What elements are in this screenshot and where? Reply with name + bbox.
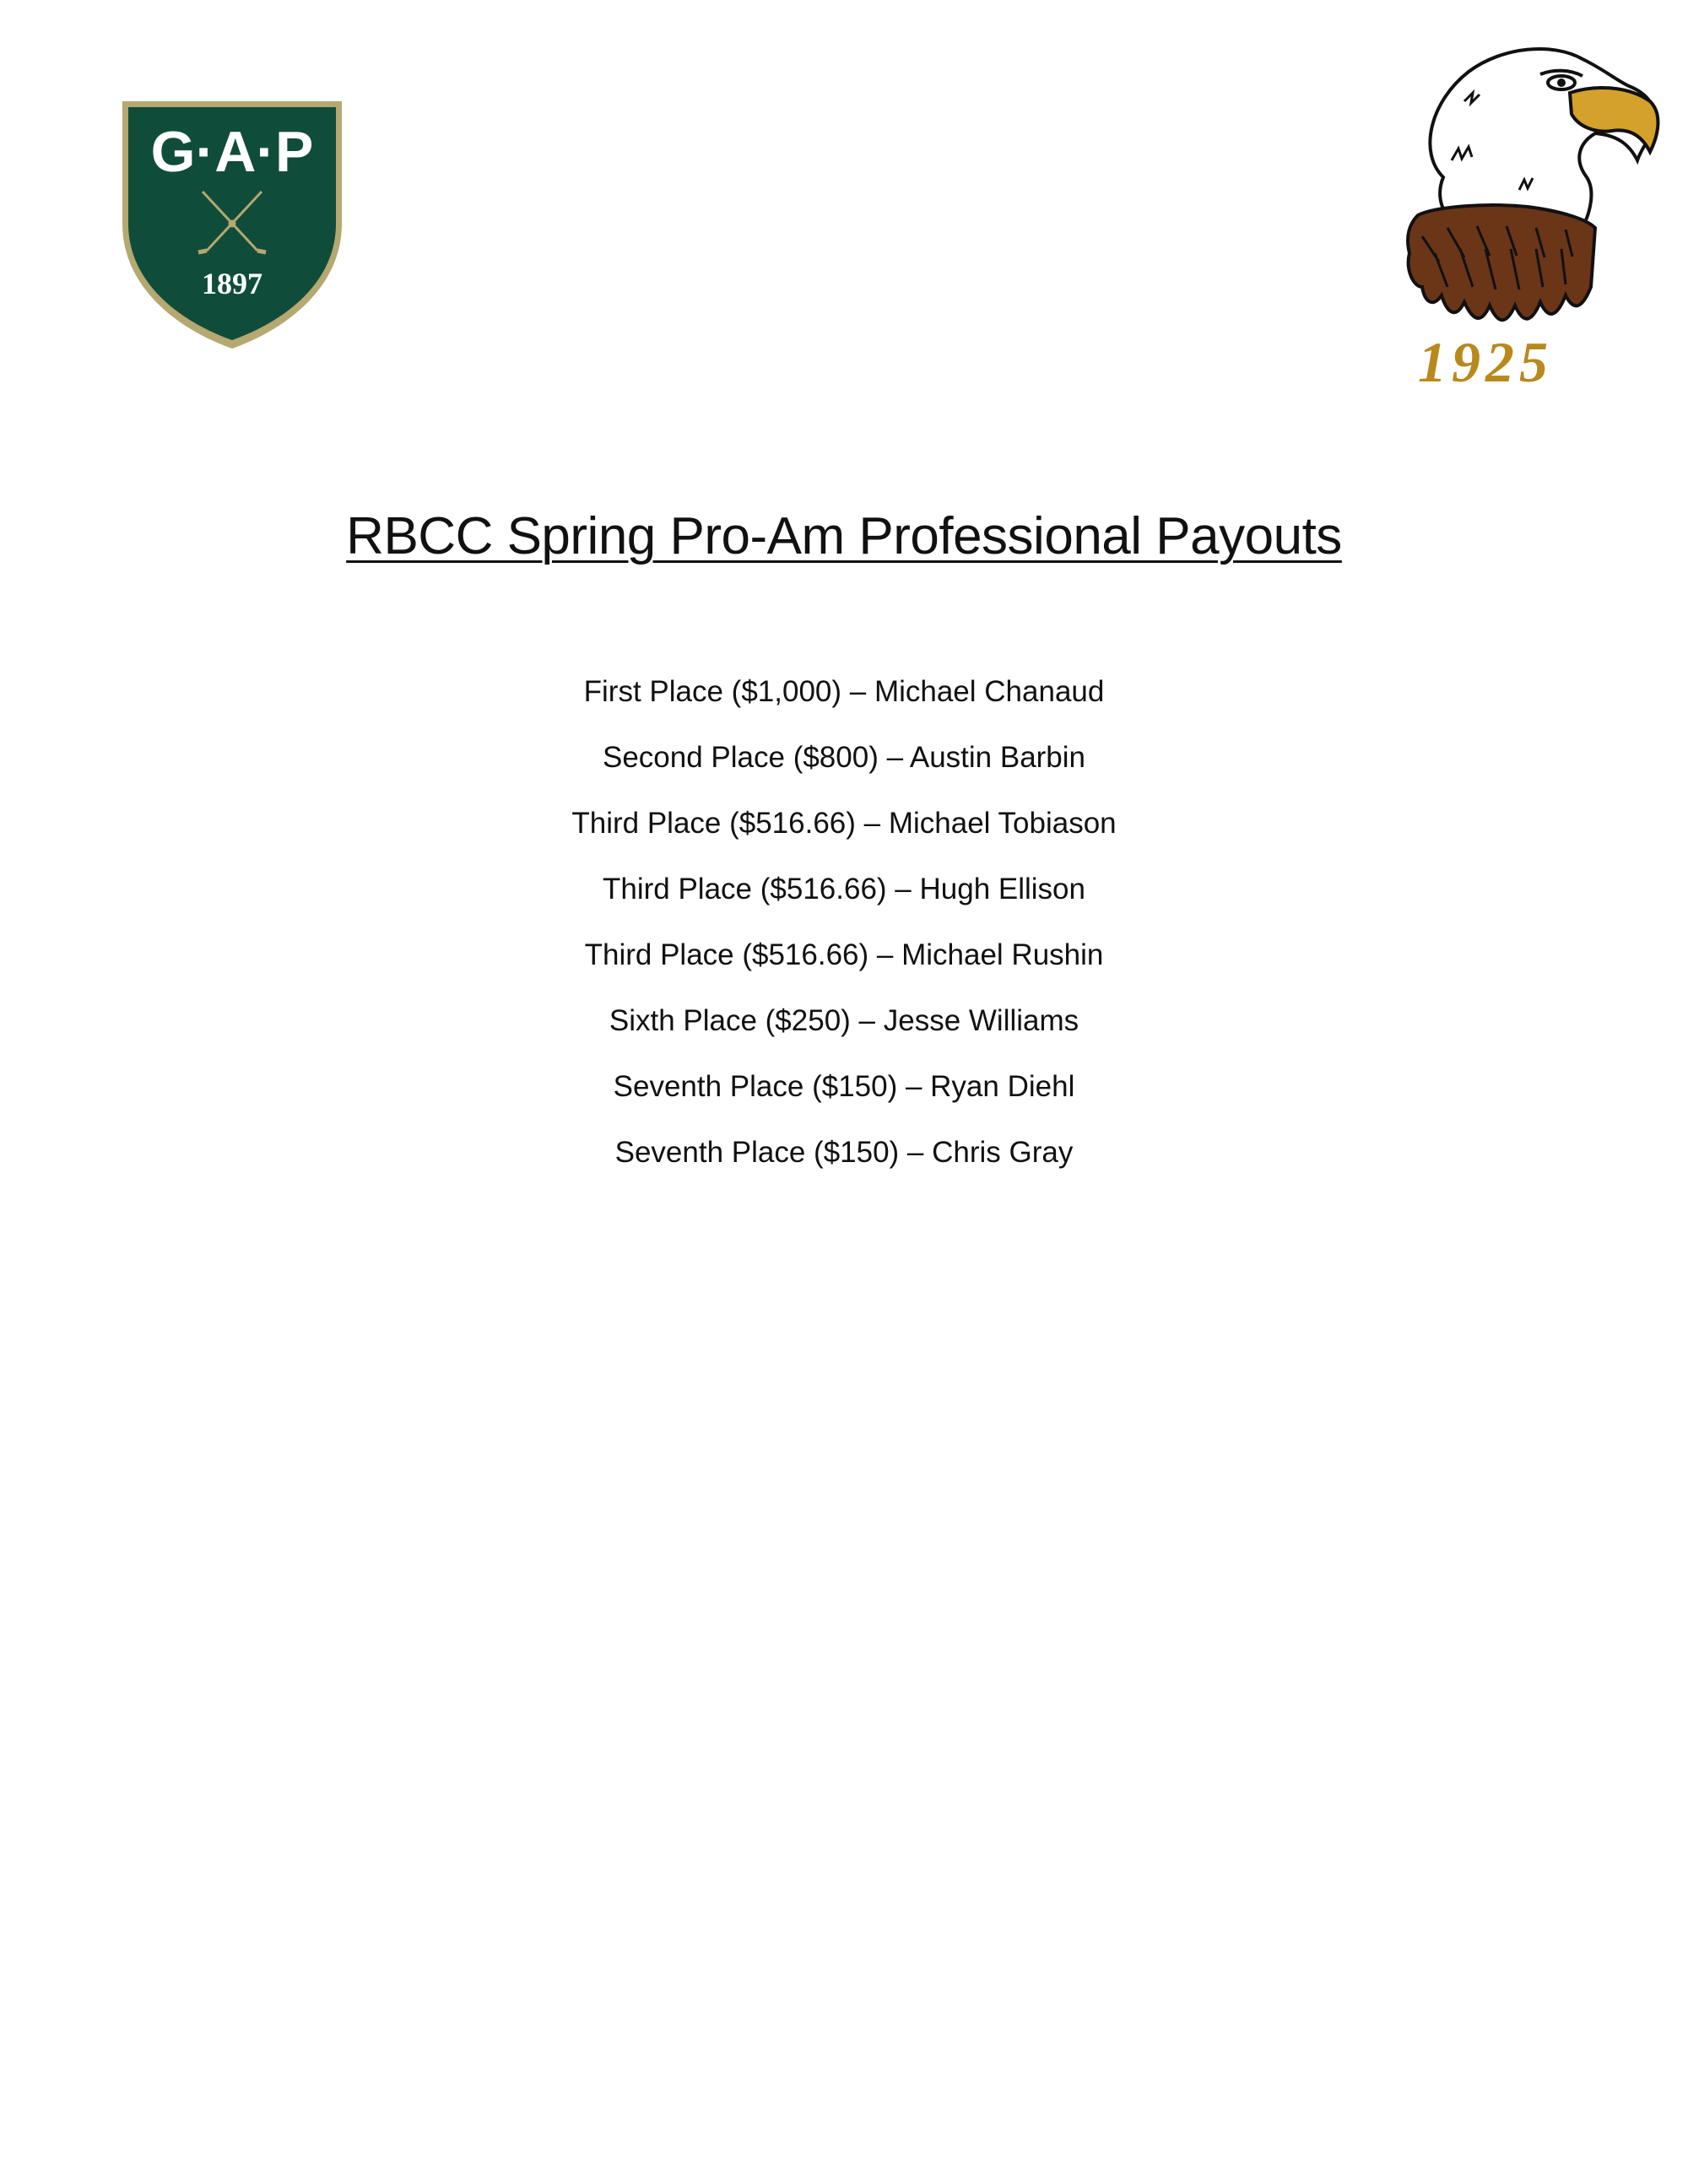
payout-item: Sixth Place ($250) – Jesse Williams: [609, 1004, 1079, 1037]
payout-item: First Place ($1,000) – Michael Chanaud: [583, 675, 1105, 708]
eagle-head-icon: [1408, 49, 1658, 320]
eagle-head-logo: [1384, 34, 1663, 397]
payout-item: Third Place ($516.66) – Michael Tobiason: [571, 807, 1117, 840]
payout-item: Seventh Place ($150) – Chris Gray: [614, 1136, 1074, 1169]
gap-year: 1897: [202, 267, 262, 300]
gap-shield-logo: [118, 97, 346, 350]
payout-list: [0, 667, 1688, 1193]
payout-item: Second Place ($800) – Austin Barbin: [602, 741, 1086, 774]
eagle-year: 1925: [1418, 330, 1553, 394]
payout-item: Seventh Place ($150) – Ryan Diehl: [613, 1070, 1075, 1103]
page-title: RBCC Spring Pro-Am Professional Payouts: [346, 507, 1342, 565]
payout-item: Third Place ($516.66) – Michael Rushin: [584, 938, 1104, 971]
gap-letters: G·A·P: [150, 120, 314, 184]
payout-item: Third Place ($516.66) – Hugh Ellison: [603, 873, 1085, 905]
